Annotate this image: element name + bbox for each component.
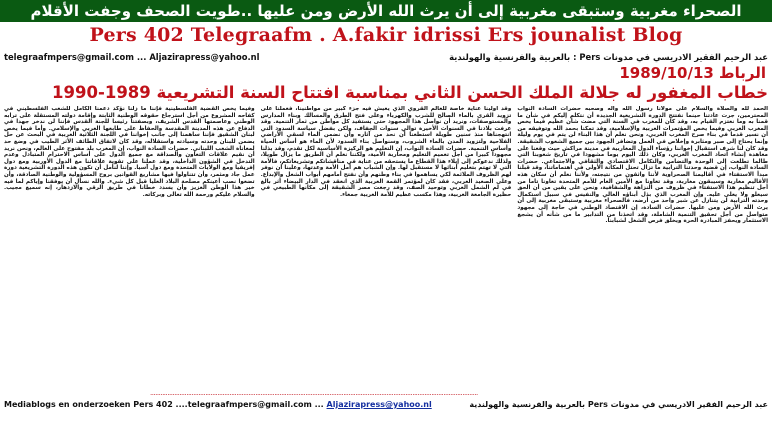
dateline: الرباط 1989/10/13 — [619, 64, 766, 82]
article-title: خطاب المغفور له جلالة الملك الحسن الثاني بمناسبة افتتاح السنة التشريعية 1989-1990 — [52, 83, 768, 102]
article-column-left — [4, 106, 255, 386]
article-column-right — [517, 106, 768, 386]
dotted-separator: .............................................................................................................................................................................................. — [150, 390, 478, 396]
column-text: وفيما يخص القضية الفلسطينية فإننا ما زلنا نؤكد دعمنا الكامل للشعب الفلسطيني في كفاحه المشروع من أجل استرجاع حقوقه الوطنية الثابتة وإقامة دولته المستقلة على ترابه الوطني وعاصمتها القدس الشريف، وبصفتنا رئيسا للجنة القدس فإننا لن ندخر جهدا في الدفاع عن هذه المدينة المقدسة والحفاظ على طابعها العربي والإسلامي. وأما فيما يخص لبنان الشقيق فإننا ساهمنا إلى جانب إخواننا في اللجنة الثلاثية العربية في البحث عن حل يضمن للبنان وحدته وسيادته واستقلاله، وقد كان لاتفاق الطائف الأثر الطيب في وضع حد لمعاناة الشعب اللبناني. حضرات السادة النواب، إن المغرب بلد مفتوح على العالم، ونحن نريد أن نقيم علاقات التعاون والصداقة مع جميع الدول على أساس الاحترام المتبادل وعدم التدخل في الشؤون الداخلية، وقد عملنا على تقوية علاقاتنا مع الدول الأوربية ومع دول إفريقيا ومع الولايات المتحدة ومع دول آسيا. وإننا لنأمل أن تكون هذه الدورة التشريعية دورة عمل جاد ومثمر، وأن تتناولوا فيها مشاريع القوانين بروح المسؤولية والوطنية الصادقة، وأن تضعوا نصب أعينكم مصلحة البلاد العليا قبل كل شيء. والله نسأل أن يوفقنا وإياكم لما فيه خير هذا الوطن العزيز وأن يسدد خطانا في طريق الرقي والازدهار، إنه سميع مجيب. والسلام عليكم ورحمة الله تعالى وبركاته. — [4, 106, 255, 198]
banner-text: الصحراء مغربية وستبقى مغربية إلى أن يرث الله الأرض ومن عليها ..طويت الصحف وجفت الأقلام — [30, 2, 742, 20]
footer — [4, 398, 768, 412]
article-body — [4, 106, 768, 386]
article-column-middle — [261, 106, 512, 386]
column-text: الحمد لله والصلاة والسلام على مولانا رسول الله وآله وصحبه حضرات السادة النواب المحترمين، جرت عادتنا حينما نفتتح الدورة التشريعية الجديدة أن نتكلم إليكم في شأن ما قمنا به وما نعتزم القيام به، وقد كان للمغرب في السنة التي مضت شأن عظيم فيما يخص المغرب العربي وفيما يخص المؤتمرات العربية والإسلامية، وقد تمكنا بحمد الله وتوفيقه من أن نسير قدما في بناء صرح المغرب العربي، ونحن نعلم أن هذا البناء لن يتم في يوم وليلة وإنما يحتاج إلى صبر ومثابرة وإخلاص في العمل وتضافر الجهود بين جميع الشعوب الشقيقة. وقد كان لنا شرف استقبال إخواننا رؤساء الدول المغاربية في مدينة مراكش حيث وقعنا على معاهدة إنشاء اتحاد المغرب العربي، وكان ذلك اليوم يوما مشهودا في تاريخ شعوبنا التي طالما تطلعت إلى الوحدة والتضامن والتكامل الاقتصادي والثقافي والاجتماعي. حضرات السادة النواب، إن قضية وحدتنا الترابية ما تزال تحتل المكانة الأولى في اهتماماتنا، وقد قبلنا مبدأ الاستفتاء في أقاليمنا الصحراوية لأننا واثقون من نتيجته، ولأننا نعلم أن سكان هذه الأقاليم مغاربة وسيبقون مغاربة، وقد تعاونا مع الأمين العام للأمم المتحدة تعاونا تاما من أجل تنظيم هذا الاستفتاء في ظروف من النزاهة والشفافية، ونحن على يقين من أن الحق سيعلو ولا يعلى عليه. وإن المغرب الذي بذل أبناؤه الغالي والنفيس في سبيل استكمال وحدته الترابية لن يتنازل عن شبر واحد من أرضه، فالصحراء مغربية وستبقى مغربية إلى أن يرث الله الأرض ومن عليها. حضرات السادة، إن الاقتصاد الوطني في حاجة إلى مجهود متواصل من أجل تحقيق التنمية الشاملة، وقد اتخذنا من التدابير ما من شأنه أن يشجع الاستثمار ويحفز المبادرة الحرة ويخلق فرص الشغل لشبابنا. — [517, 106, 768, 225]
byline-emails[interactable]: telegraafmpers@gmail.com ... Aljazirapress@yahoo.nl — [4, 52, 260, 62]
byline-author: عبد الرحيم الفقير الادريسي في مدونات Pers : بالعربية والفرنسية والهولندية — [449, 52, 768, 62]
byline — [4, 51, 768, 63]
footer-right-text: عبد الرحيم الفقير الادريسي في مدونات Pers بالعربية والفرنسية والهولندية — [469, 400, 768, 409]
top-banner — [0, 0, 772, 22]
footer-left — [4, 398, 432, 412]
footer-email-link[interactable]: Aljazirapress@yahoo.nl — [326, 400, 432, 409]
blog-title[interactable]: Pers 402 Telegraafm . A.fakir idrissi Ers jounalist Blog — [89, 24, 683, 46]
footer-left-text: Mediablogs en onderzoeken Pers 402 ....telegraafmpers@gmail.com ... — [4, 400, 324, 409]
column-text: وقد أولينا عناية خاصة للعالم القروي الذي يعيش فيه جزء كبير من مواطنينا، فعملنا على تزويد القرى بالماء الصالح للشرب والكهرباء وعلى فتح الطرق والمسالك وبناء المدارس والمستوصفات، ونريد أن نواصل هذا المجهود حتى يستفيد كل مواطن من ثمار التنمية. وقد عرفت بلادنا في السنوات الأخيرة توالي سنوات الجفاف، ولكن بفضل سياسة السدود التي انتهجناها منذ سنين طويلة استطعنا أن نحد من آثاره وأن نضمن الماء لسقي الأراضي الفلاحية ولتزويد المدن بالماء الشروب، وسنواصل بناء السدود لأن الماء هو أساس الحياة وأساس التنمية. حضرات السادة النواب، إن التعليم هو الركيزة الأساسية لكل تقدم، وقد بذلنا مجهودا كبيرا من أجل تعميم التعليم ومحاربة الأمية، ولكننا نعلم أن الطريق ما يزال طويلا، ولذلك ندعوكم إلى إيلاء هذا القطاع ما يستحقه من عناية في مناقشاتكم وتشريعاتكم، فالأمة التي لا تهتم بتعليم أبنائها لا مستقبل لها. وإن الشباب هم أمل الأمة وعدتها، وعلينا أن نوفر لهم الظروف الملائمة لكي يساهموا في بناء وطنهم وأن نفتح أمامهم أبواب الشغل والإبداع. وعلى الصعيد العربي، فقد كان لمؤتمر القمة العربية الذي انعقد في الدار البيضاء أثر بالغ في لم الشمل العربي وتوحيد الصف، وقد رجعت مصر الشقيقة إلى مكانها الطبيعي في حظيرة الجامعة العربية، وهذا مكسب عظيم للأمة العربية جمعاء. — [260, 106, 512, 198]
